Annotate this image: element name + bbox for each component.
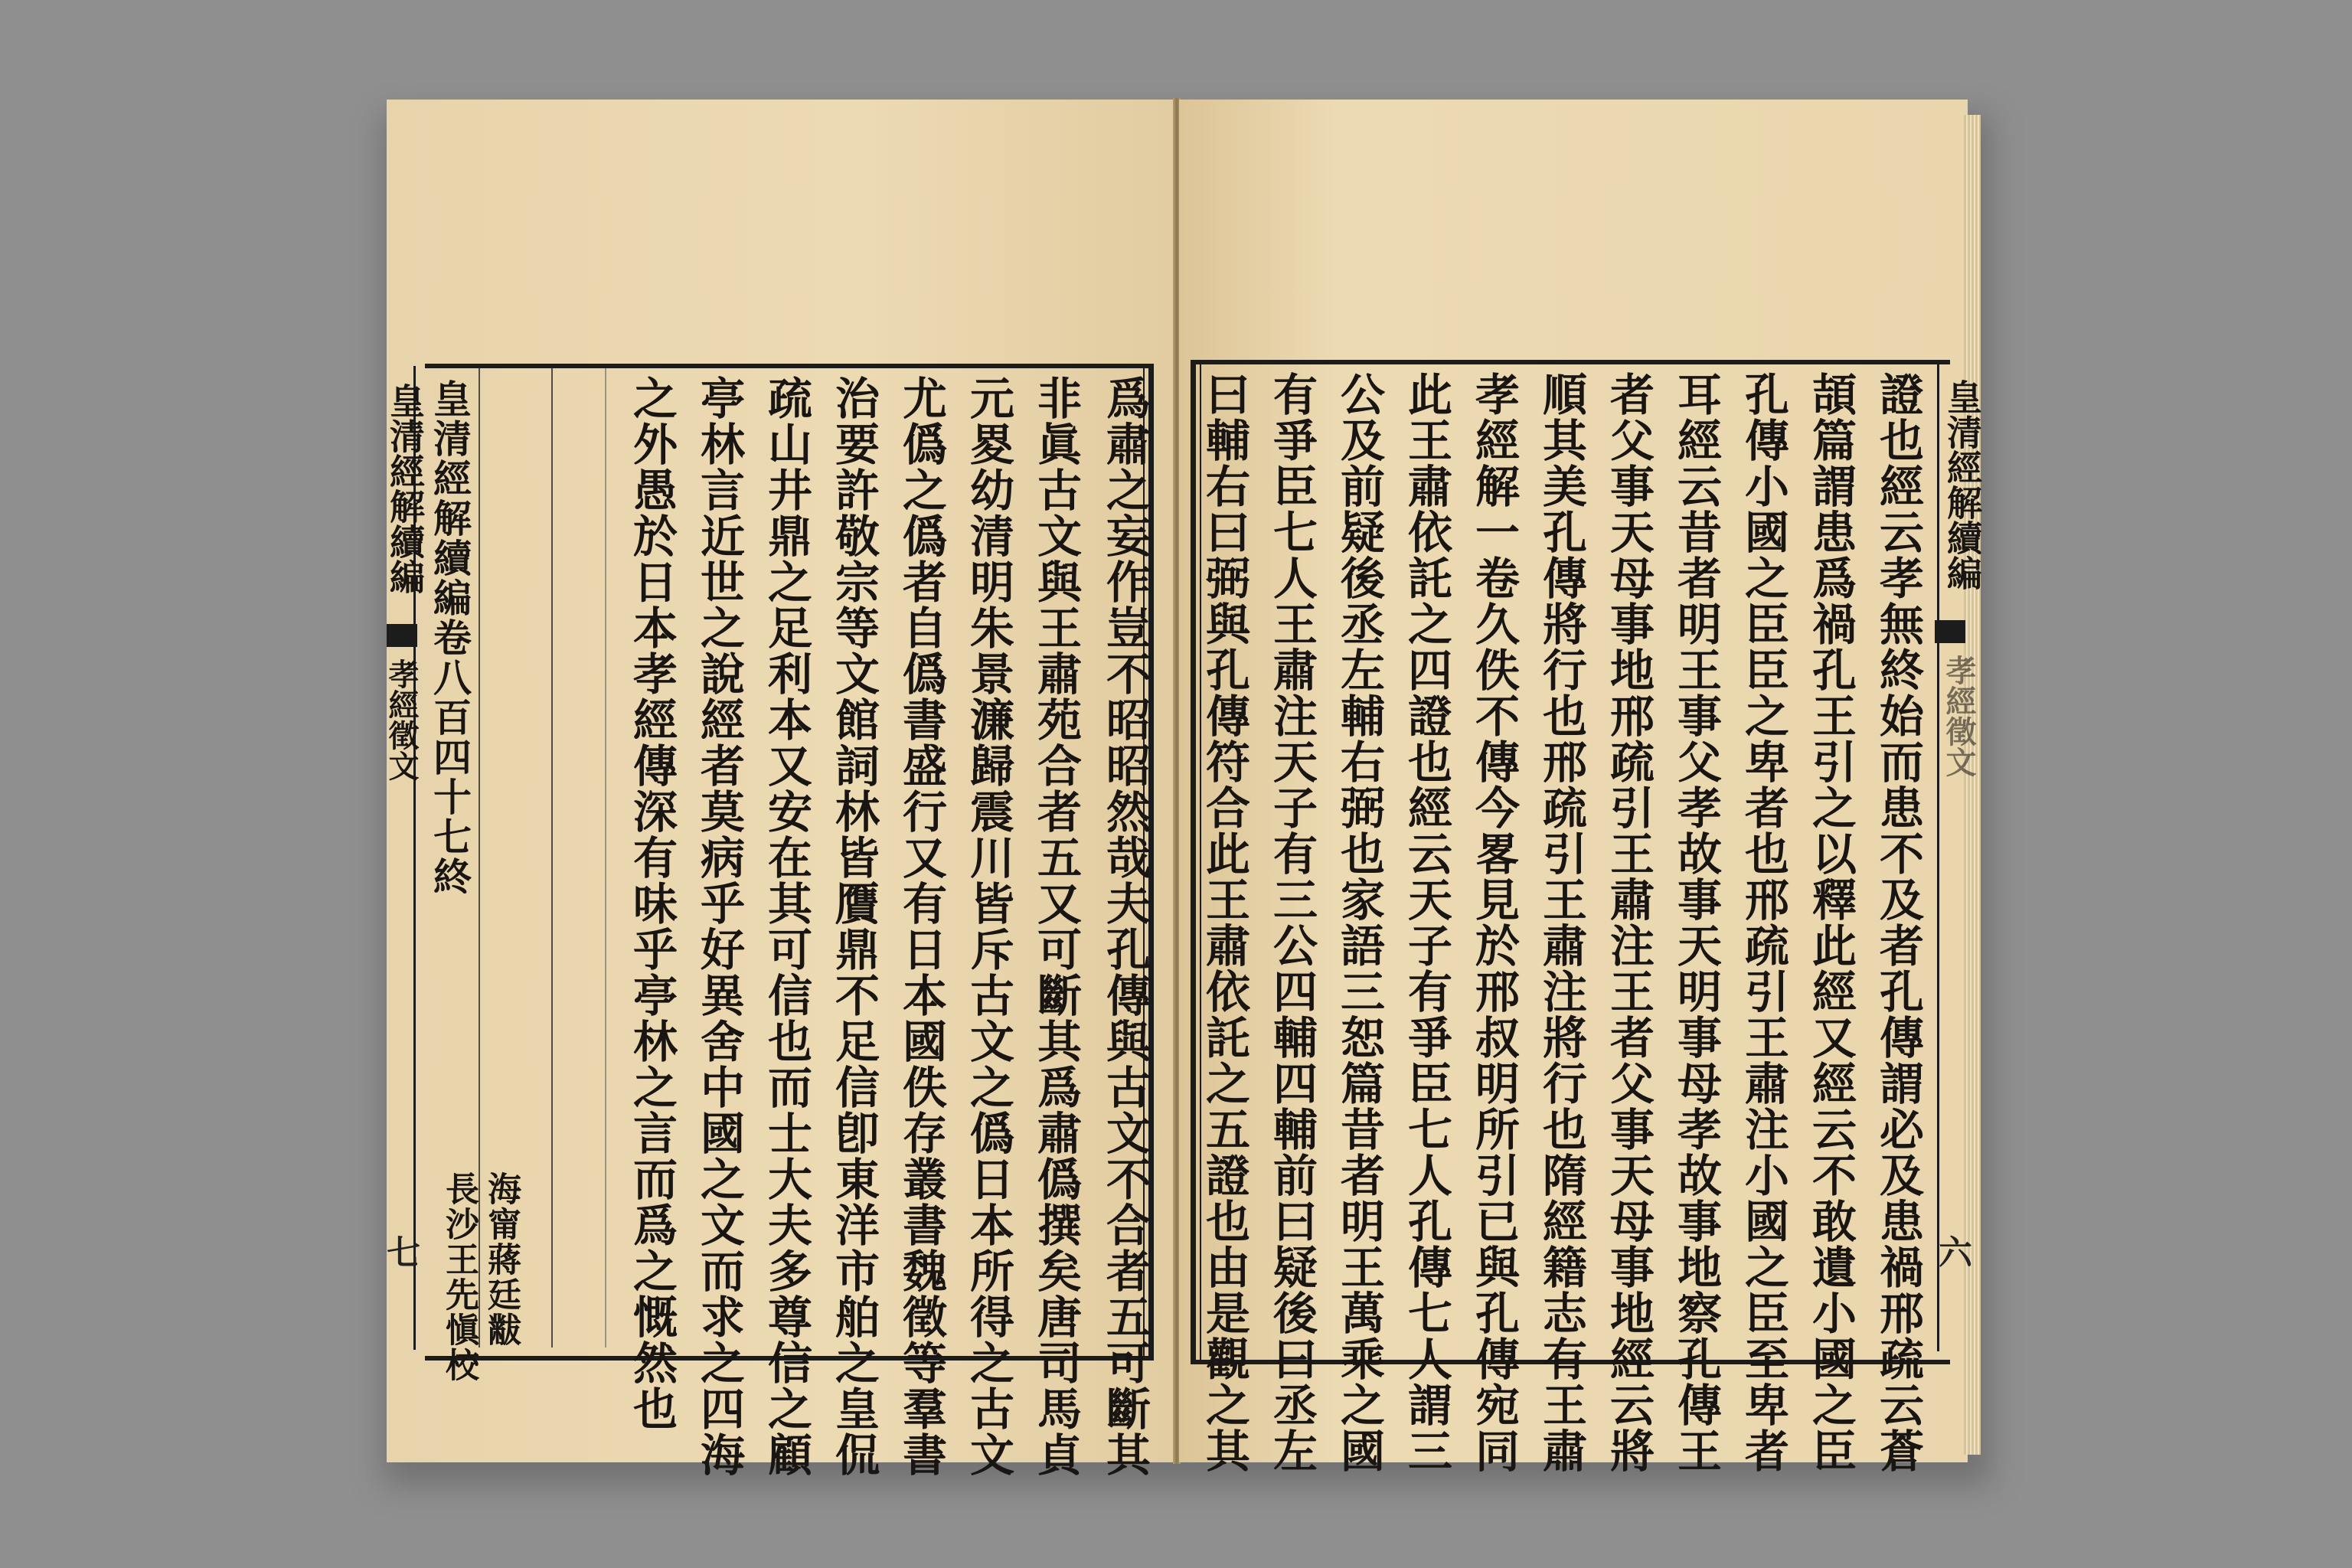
text-column: 元畟幼清明朱景濂歸震川皆斥古文之僞日本所得之古文 [962, 375, 1014, 1478]
text-column: 治要許敬宗等文館詞林皆贋鼎不足信卽東洋市舶之皇侃 [828, 375, 880, 1478]
text-column: 曰輔右曰弼與孔傳符合此王肅依託之五證也由是觀之其 [1198, 371, 1250, 1474]
column-rule [551, 368, 553, 1348]
text-column: 孝經解一卷久佚不傳今畧見於邢叔明所引已與孔傳宛同 [1468, 371, 1520, 1474]
fishtail-mark-left [387, 624, 417, 647]
text-column: 之外愚於日本孝經傳深有味乎亭林之言而爲之慨然也 [626, 375, 678, 1432]
text-column: 順其美孔傳將行也邢疏引王肅注將行也隋經籍志有王肅 [1535, 371, 1587, 1474]
volume-end-title: 皇清經解續編卷八百四十七終 [427, 379, 472, 897]
text-column: 爲肅之妄作豈不昭昭然哉夫孔傳與古文不合者五可斷其 [1099, 375, 1151, 1478]
text-column: 耳經云昔者明王事父孝故事天明事母孝故事地察孔傳王 [1670, 371, 1722, 1474]
margin-section-left: 孝經徵文 [384, 658, 420, 781]
page-number-right: 六 [1939, 1233, 1972, 1272]
fishtail-mark-right [1935, 620, 1965, 643]
text-column: 公及前疑後丞左輔右弼也家語三恕篇昔者明王萬乘之國 [1333, 371, 1385, 1474]
proofreader-1: 海甯蔣廷黻 [482, 1171, 521, 1348]
page-number-left: 七 [387, 1233, 420, 1272]
proofreader-2: 長沙王先愼校 [439, 1171, 479, 1383]
margin-title-right: 皇清經解續編 [1942, 379, 1983, 590]
column-rule [479, 368, 480, 1348]
text-column: 頡篇謂患爲禍孔王引之以釋此經又經云不敢遺小國之臣 [1805, 371, 1857, 1474]
column-rule [605, 368, 606, 1348]
text-column: 亭林言近世之說經者莫病乎好異舍中國之文而求之四海 [693, 375, 745, 1478]
margin-title-left: 皇清經解續編 [384, 383, 426, 594]
text-column: 有爭臣七人王肅注天子有三公四輔四輔前曰疑後曰丞左 [1266, 371, 1318, 1474]
text-column: 證也經云孝無終始而患不及者孔傳謂必及患禍邢疏云蒼 [1872, 371, 1924, 1474]
text-column: 尤僞之僞者自僞書盛行又有日本國佚存叢書魏徵等羣書 [895, 375, 947, 1478]
text-column: 疏山井鼎之足利本又安在其可信也而士大夫多尊信之顧 [760, 375, 812, 1478]
text-column: 孔傳小國之臣臣之卑者也邢疏引王肅注小國之臣至卑者 [1737, 371, 1789, 1474]
text-column: 者父事天母事地邢疏引王肅注王者父事天母事地經云將 [1602, 371, 1655, 1474]
text-column: 此王肅依託之四證也經云天子有爭臣七人孔傳七人謂三 [1400, 371, 1452, 1474]
margin-section-right: 孝經徵文 [1941, 655, 1977, 777]
text-column: 非眞古文與王肅苑合者五又可斷其爲肅僞撰矣唐司馬貞 [1030, 375, 1082, 1478]
